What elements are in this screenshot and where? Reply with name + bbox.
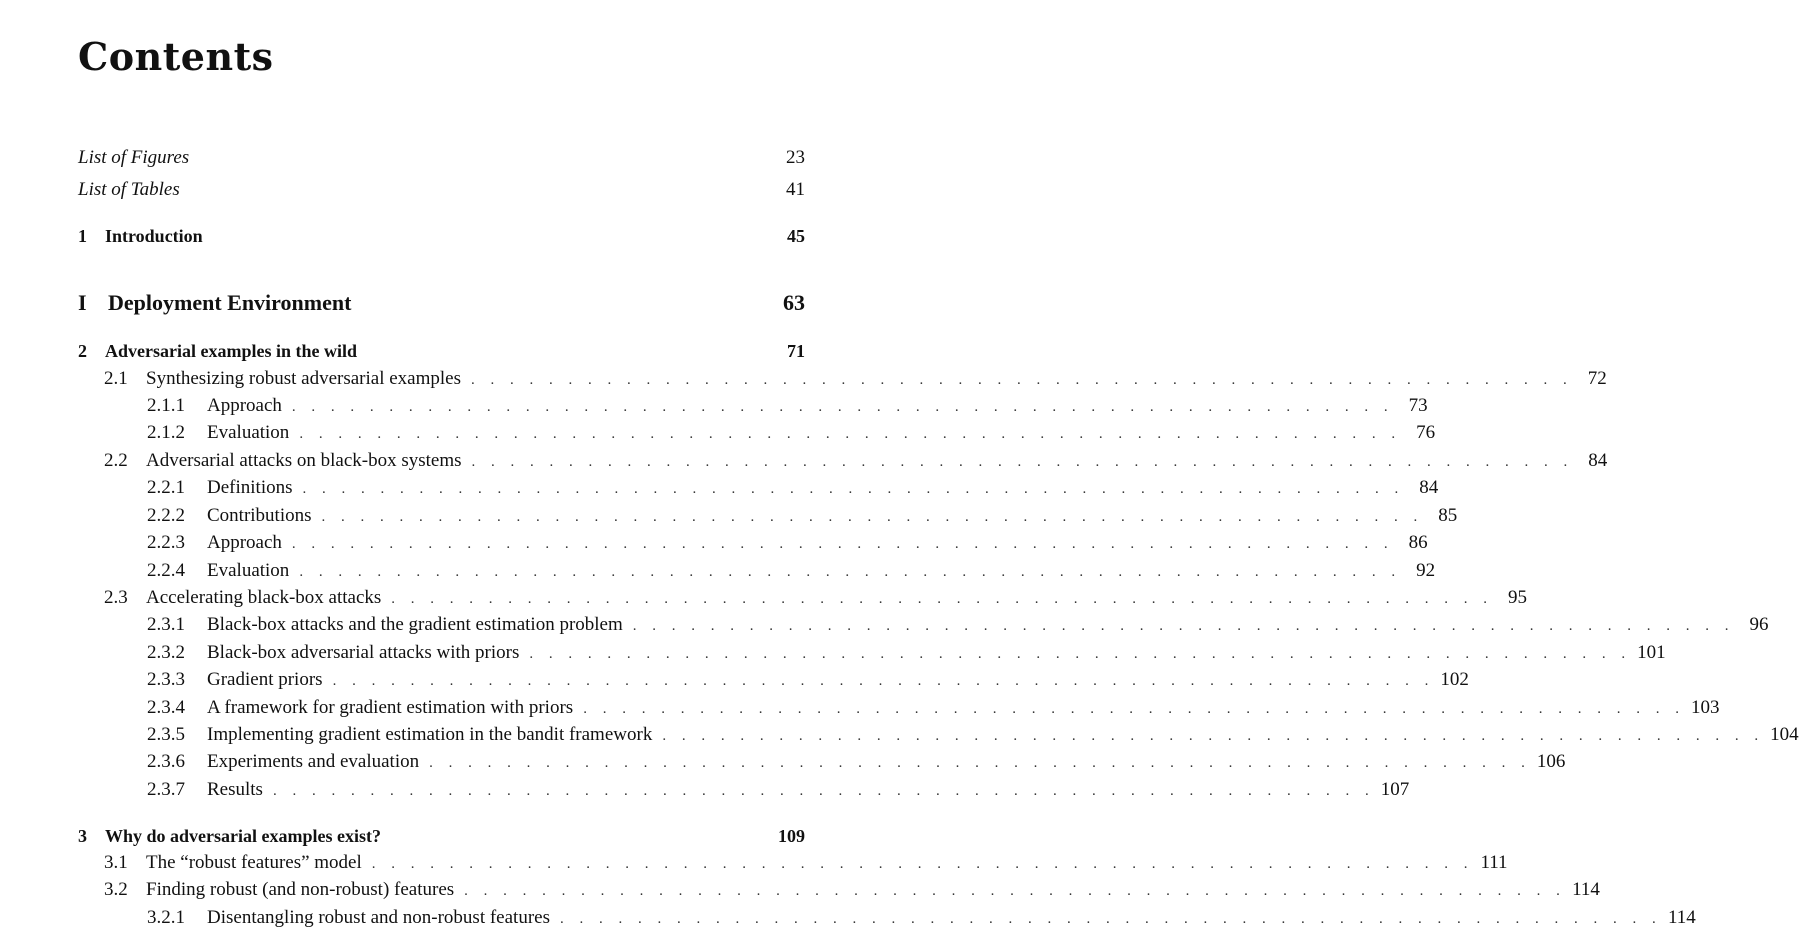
dot-leader: . . . . . . . . . . . . . . . . . . . . . . . . . . . . . . . . . . . . . . . . . . . . . . . . . . . . . . . . . <box>559 911 1662 927</box>
toc-section-2-1[interactable] <box>104 366 1607 392</box>
toc-part-deployment-environment[interactable] <box>78 290 805 316</box>
toc-entry-title: List of Tables <box>78 179 180 200</box>
toc-entry-number: 2.3.1 <box>147 614 185 635</box>
toc-entry-page: 84 <box>1588 450 1608 471</box>
dot-leader: . . . . . . . . . . . . . . . . . . . . . . . . . . . . . . . . . . . . . . . . . . . . . . . . . . . . . . . . . <box>291 399 1394 415</box>
toc-entry-title: Synthesizing robust adversarial examples <box>146 368 462 389</box>
toc-subsection-2-3-3[interactable] <box>147 667 1469 693</box>
toc-subsection-2-3-6[interactable] <box>147 749 1566 775</box>
toc-entry-page: 71 <box>787 341 805 361</box>
toc-entry-title: Black-box attacks and the gradient estimation problem <box>207 614 623 635</box>
toc-entry-page: 102 <box>1440 669 1469 690</box>
toc-entry-page: 86 <box>1408 532 1428 553</box>
dot-leader: . . . . . . . . . . . . . . . . . . . . . . . . . . . . . . . . . . . . . . . . . . . . . . . . . . . . . . . . . <box>302 481 1405 497</box>
toc-entry-list-of-figures[interactable] <box>78 145 805 171</box>
toc-entry-page: 114 <box>1667 907 1696 928</box>
toc-entry-title: Disentangling robust and non-robust features <box>207 907 550 928</box>
dot-leader: . . . . . . . . . . . . . . . . . . . . . . . . . . . . . . . . . . . . . . . . . . . . . . . . . . . . . . . . . <box>662 728 1765 744</box>
toc-entry-number: 3.2.1 <box>147 907 185 928</box>
toc-entry-title: Accelerating black-box attacks <box>146 587 382 608</box>
toc-entry-number: 2.2.1 <box>147 477 185 498</box>
toc-subsection-2-2-1[interactable] <box>147 475 1439 501</box>
toc-section-2-2[interactable] <box>104 448 1608 474</box>
toc-entry-title: Approach <box>207 395 282 416</box>
toc-entry-number: 2.3.5 <box>147 724 185 745</box>
toc-entry-title: Contributions <box>207 505 312 526</box>
toc-entry-title: Adversarial examples in the wild <box>105 341 357 361</box>
toc-subsection-2-1-1[interactable] <box>147 393 1428 419</box>
toc-entry-number: 2.2 <box>104 450 128 471</box>
dot-leader: . . . . . . . . . . . . . . . . . . . . . . . . . . . . . . . . . . . . . . . . . . . . . . . . . . . . . . . . . <box>332 673 1435 689</box>
toc-subsection-2-3-4[interactable] <box>147 695 1720 721</box>
toc-entry-page: 103 <box>1690 697 1720 718</box>
toc-entry-number: 2.2.2 <box>147 505 185 526</box>
dot-leader: . . . . . . . . . . . . . . . . . . . . . . . . . . . . . . . . . . . . . . . . . . . . . . . . . . . . . . . . . <box>471 454 1574 470</box>
toc-entry-page: 23 <box>786 147 805 168</box>
toc-entry-page: 106 <box>1536 751 1566 772</box>
toc-entry-title: Gradient priors <box>207 669 323 690</box>
toc-entry-title: Definitions <box>207 477 293 498</box>
toc-chapter-why-adversarial-examples-exist[interactable] <box>78 823 805 849</box>
toc-entry-page: 41 <box>786 179 805 200</box>
toc-entry-title: Results <box>207 779 263 800</box>
toc-entry-page: 104 <box>1770 724 1799 745</box>
toc-entry-page: 109 <box>778 826 805 846</box>
dot-leader: . . . . . . . . . . . . . . . . . . . . . . . . . . . . . . . . . . . . . . . . . . . . . . . . . . . . . . . . . <box>583 701 1685 717</box>
toc-entry-number: 3.1 <box>104 852 128 873</box>
toc-entry-number: 1 <box>78 226 87 246</box>
toc-subsection-2-1-2[interactable] <box>147 420 1436 446</box>
toc-entry-number: 2.3.3 <box>147 669 185 690</box>
toc-entry-page: 63 <box>783 290 805 315</box>
dot-leader: . . . . . . . . . . . . . . . . . . . . . . . . . . . . . . . . . . . . . . . . . . . . . . . . . . . . . . . . . <box>299 426 1402 442</box>
toc-entry-number: 2.3.2 <box>147 642 185 663</box>
toc-entry-title: Approach <box>207 532 282 553</box>
toc-entry-title: Finding robust (and non-robust) features <box>146 879 455 900</box>
toc-entry-number: 2.3.6 <box>147 751 185 772</box>
toc-subsection-3-2-1[interactable] <box>147 905 1696 931</box>
toc-entry-title: Why do adversarial examples exist? <box>105 826 381 846</box>
toc-subsection-2-3-5[interactable] <box>147 722 1799 748</box>
toc-entry-title: Introduction <box>105 226 203 246</box>
dot-leader: . . . . . . . . . . . . . . . . . . . . . . . . . . . . . . . . . . . . . . . . . . . . . . . . . . . . . . . . . <box>529 646 1632 662</box>
toc-chapter-adversarial-examples-in-the-wild[interactable] <box>78 338 805 364</box>
dot-leader: . . . . . . . . . . . . . . . . . . . . . . . . . . . . . . . . . . . . . . . . . . . . . . . . . . . . . . . . . <box>321 509 1424 525</box>
toc-subsection-2-2-3[interactable] <box>147 530 1428 556</box>
dot-leader: . . . . . . . . . . . . . . . . . . . . . . . . . . . . . . . . . . . . . . . . . . . . . . . . . . . . . . . . . <box>429 755 1531 771</box>
toc-entry-number: 2.1.1 <box>147 395 185 416</box>
toc-entry-title: Adversarial attacks on black-box systems <box>146 450 462 471</box>
dot-leader: . . . . . . . . . . . . . . . . . . . . . . . . . . . . . . . . . . . . . . . . . . . . . . . . . . . . . . . . . <box>291 536 1394 552</box>
toc-entry-list-of-tables[interactable] <box>78 177 805 203</box>
dot-leader: . . . . . . . . . . . . . . . . . . . . . . . . . . . . . . . . . . . . . . . . . . . . . . . . . . . . . . . . . <box>371 856 1474 872</box>
toc-entry-number: 2.3.7 <box>147 779 185 800</box>
toc-subsection-2-2-2[interactable] <box>147 503 1458 529</box>
toc-entry-page: 107 <box>1380 779 1410 800</box>
toc-entry-page: 111 <box>1480 852 1508 873</box>
toc-entry-title: Black-box adversarial attacks with priors <box>207 642 520 663</box>
toc-subsection-2-3-7[interactable] <box>147 777 1410 803</box>
toc-entry-title: Implementing gradient estimation in the bandit framework <box>207 724 653 745</box>
toc-entry-page: 72 <box>1587 368 1607 389</box>
toc-entry-page: 85 <box>1438 505 1458 526</box>
toc-entry-number: 2.1 <box>104 368 128 389</box>
toc-entry-page: 73 <box>1408 395 1428 416</box>
toc-entry-number: 2.1.2 <box>147 422 185 443</box>
toc-section-2-3[interactable] <box>104 585 1528 611</box>
toc-entry-page: 45 <box>787 226 805 246</box>
dot-leader: . . . . . . . . . . . . . . . . . . . . . . . . . . . . . . . . . . . . . . . . . . . . . . . . . . . . . . . . . <box>464 883 1566 899</box>
toc-entry-title: Experiments and evaluation <box>207 751 420 772</box>
dot-leader: . . . . . . . . . . . . . . . . . . . . . . . . . . . . . . . . . . . . . . . . . . . . . . . . . . . . . . . . . <box>299 564 1402 580</box>
toc-entry-number: I <box>78 290 87 315</box>
toc-entry-number: 3.2 <box>104 879 128 900</box>
toc-entry-number: 2 <box>78 341 87 361</box>
toc-section-3-1[interactable] <box>104 850 1508 876</box>
toc-entry-page: 84 <box>1419 477 1439 498</box>
toc-entry-page: 114 <box>1572 879 1600 900</box>
dot-leader: . . . . . . . . . . . . . . . . . . . . . . . . . . . . . . . . . . . . . . . . . . . . . . . . . . . . . . . . . <box>272 783 1375 799</box>
toc-entry-title: The “robust features” model <box>146 852 362 873</box>
dot-leader: . . . . . . . . . . . . . . . . . . . . . . . . . . . . . . . . . . . . . . . . . . . . . . . . . . . . . . . . . <box>471 372 1573 388</box>
toc-entry-number: 2.3 <box>104 587 128 608</box>
toc-entry-page: 101 <box>1637 642 1666 663</box>
page-title: Contents <box>78 34 274 79</box>
toc-entry-number: 2.2.4 <box>147 560 185 581</box>
toc-entry-page: 96 <box>1749 614 1769 635</box>
toc-entry-number: 2.3.4 <box>147 697 185 718</box>
toc-entry-page: 92 <box>1416 560 1436 581</box>
toc-entry-title: Deployment Environment <box>108 290 352 315</box>
toc-entry-page: 76 <box>1416 422 1436 443</box>
toc-entry-page: 95 <box>1508 587 1528 608</box>
dot-leader: . . . . . . . . . . . . . . . . . . . . . . . . . . . . . . . . . . . . . . . . . . . . . . . . . . . . . . . . . <box>391 591 1494 607</box>
toc-entry-title: Evaluation <box>207 560 290 581</box>
toc-subsection-2-3-1[interactable] <box>147 612 1769 638</box>
dot-leader: . . . . . . . . . . . . . . . . . . . . . . . . . . . . . . . . . . . . . . . . . . . . . . . . . . . . . . . . . <box>632 618 1735 634</box>
toc-entry-title: A framework for gradient estimation with priors <box>207 697 574 718</box>
toc-entry-title: List of Figures <box>78 147 190 168</box>
toc-entry-number: 3 <box>78 826 87 846</box>
toc-subsection-2-3-2[interactable] <box>147 640 1666 666</box>
toc-chapter-introduction[interactable] <box>78 223 805 249</box>
toc-entry-title: Evaluation <box>207 422 290 443</box>
toc-entry-number: 2.2.3 <box>147 532 185 553</box>
toc-subsection-2-2-4[interactable] <box>147 558 1436 584</box>
toc-section-3-2[interactable] <box>104 877 1600 903</box>
